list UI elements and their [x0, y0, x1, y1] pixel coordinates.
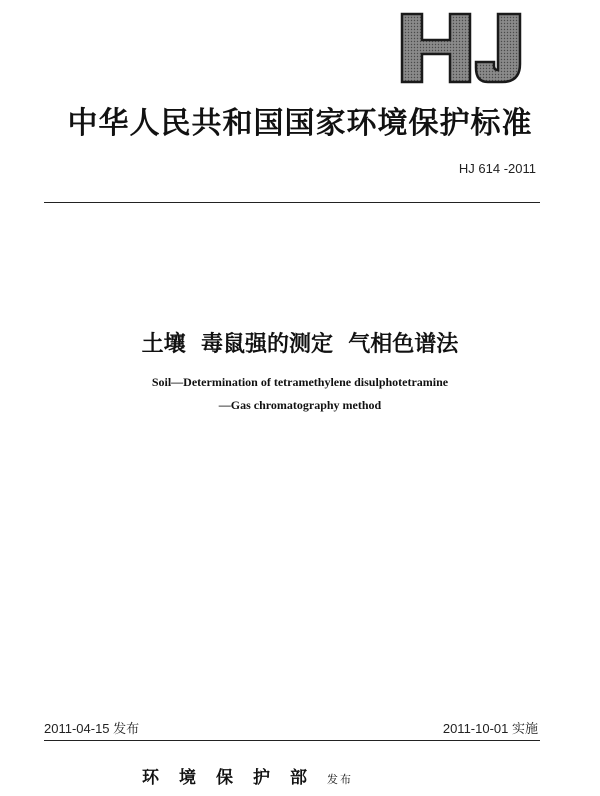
issue-date: 2011-04-15 发布: [44, 721, 140, 736]
standard-number: HJ 614 -2011: [458, 161, 536, 176]
footer-divider: [44, 740, 540, 741]
publisher-suffix: 发布: [327, 773, 353, 786]
document-title-chinese: 土壤 毒鼠强的测定 气相色谱法: [141, 332, 459, 357]
organization-title: 中华人民共和国国家环境保护标准: [67, 106, 533, 141]
publisher-line: [142, 763, 353, 788]
logo-text: [398, 86, 399, 87]
publisher-name: 环境保护部: [142, 768, 327, 788]
document-title-english-line1: Soil—Determination of tetramethylene disulphotetramine: [151, 375, 449, 389]
implementation-date: 2011-10-01 实施: [442, 721, 538, 736]
document-title-english-line2: —Gas chromatography method: [218, 398, 382, 412]
header-divider: [44, 202, 540, 203]
hj-standard-logo-icon: [398, 10, 528, 86]
